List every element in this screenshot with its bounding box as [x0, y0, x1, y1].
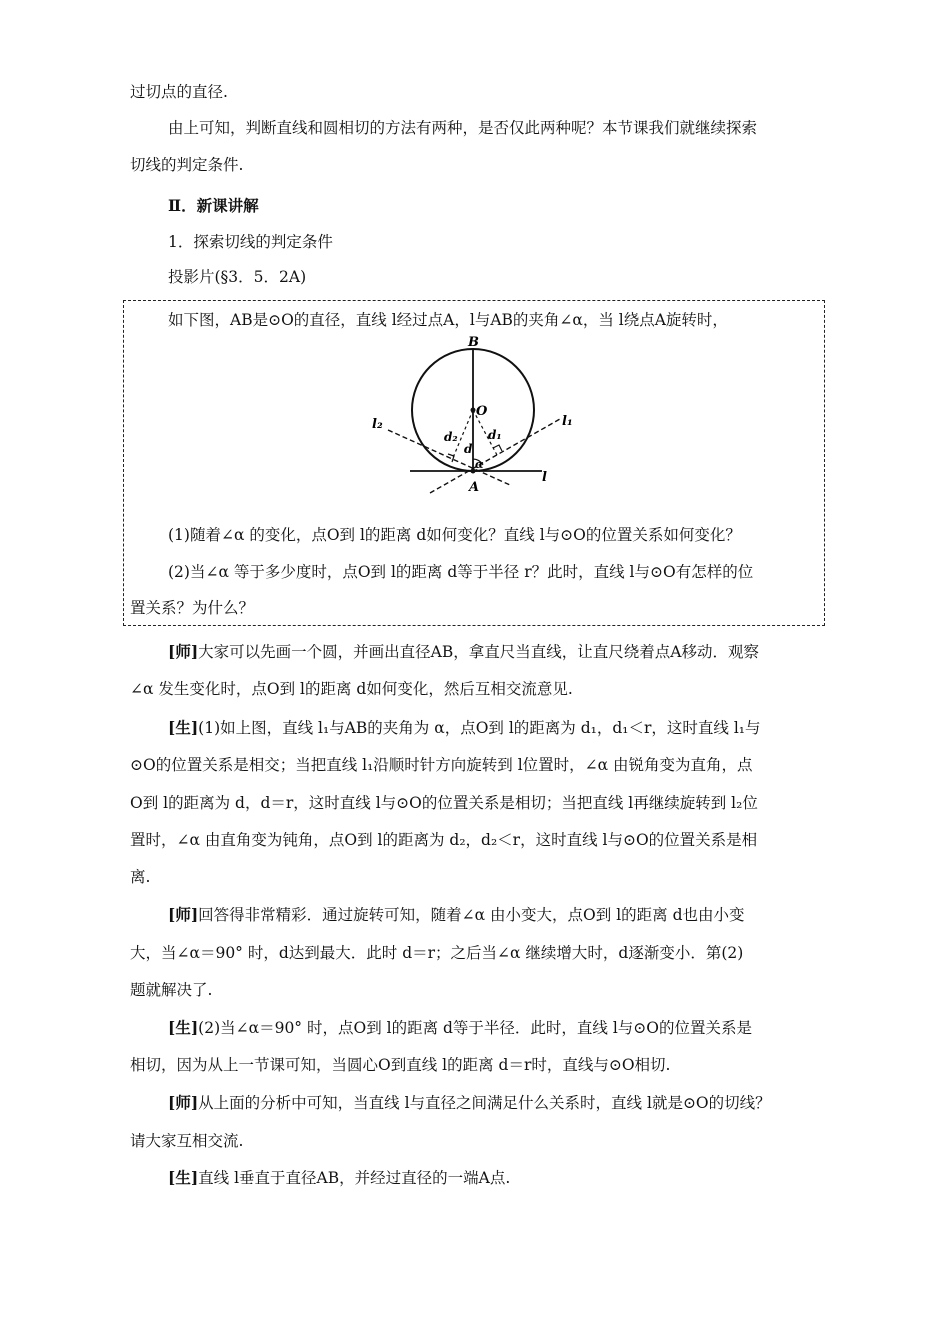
teacher-tag: [师] — [168, 642, 199, 661]
label-d1: d₁ — [488, 428, 502, 442]
teacher-2-b: 大，当∠α＝90° 时，d达到最大．此时 d＝r；之后当∠α 继续增大时，d逐渐变小．第(2) — [130, 944, 744, 962]
box-question-2b: 置关系？为什么？ — [130, 599, 255, 617]
label-o: O — [476, 404, 488, 419]
teacher-tag: [师] — [168, 905, 199, 924]
right-angle-mark-1 — [493, 445, 502, 451]
teacher-3-b: 请大家互相交流. — [130, 1132, 244, 1150]
student-2-a — [168, 1018, 752, 1038]
student-1-e: 离. — [130, 868, 151, 886]
label-l2: l₂ — [372, 417, 383, 432]
sub-heading: 1．探索切线的判定条件 — [168, 233, 333, 251]
student-2-b: 相切，因为从上一节课可知，当圆心O到直线 l的距离 d＝r时，直线与⊙O相切. — [130, 1056, 671, 1074]
teacher-3-a — [168, 1093, 771, 1113]
student-1-a — [168, 718, 761, 738]
student-3-a — [168, 1168, 510, 1188]
section-heading: Ⅱ．新课讲解 — [168, 196, 259, 215]
student-tag: [生] — [168, 1018, 199, 1037]
teacher-1-a — [168, 642, 759, 662]
student-2-text: (2)当∠α＝90° 时，点O到 l的距离 d等于半径．此时，直线 l与⊙O的位置关系是 — [198, 1019, 753, 1037]
teacher-2-text: 回答得非常精彩．通过旋转可知，随着∠α 由小变大，点O到 l的距离 d也由小变 — [198, 906, 745, 924]
label-l1: l₁ — [562, 414, 573, 429]
student-3-text: 直线 l垂直于直径AB，并经过直径的一端A点. — [198, 1169, 511, 1187]
label-b: B — [468, 335, 479, 350]
teacher-tag: [师] — [168, 1093, 199, 1112]
teacher-1-text: 大家可以先画一个圆，并画出直径AB，拿直尺当直线，让直尺绕着点A移动．观察 — [198, 643, 759, 661]
student-tag: [生] — [168, 1168, 199, 1187]
teacher-1-b: ∠α 发生变化时，点O到 l的距离 d如何变化，然后互相交流意见. — [130, 680, 573, 698]
student-1-text: (1)如上图，直线 l₁与AB的夹角为 α，点O到 l的距离为 d₁，d₁＜r，这时直线 l₁与 — [198, 719, 761, 737]
intro-line-1: 过切点的直径. — [130, 83, 228, 101]
teacher-2-a — [168, 905, 745, 925]
label-a: A — [469, 480, 480, 495]
student-1-c: O到 l的距离为 d，d＝r，这时直线 l与⊙O的位置关系是相切；当把直线 l再继续旋转到 l₂位 — [130, 794, 758, 812]
box-question-1: (1)随着∠α 的变化，点O到 l的距离 d如何变化？直线 l与⊙O的位置关系如何变化？ — [168, 526, 741, 544]
teacher-2-c: 题就解决了. — [130, 981, 213, 999]
point-o — [471, 408, 476, 413]
circle-tangent-figure — [360, 335, 580, 505]
label-d2: d₂ — [444, 430, 458, 444]
box-question-2a: (2)当∠α 等于多少度时，点O到 l的距离 d等于半径 r？此时，直线 l与⊙O有怎样的位 — [168, 563, 754, 581]
label-l: l — [542, 470, 547, 485]
box-line-1: 如下图，AB是⊙O的直径，直线 l经过点A，l与AB的夹角∠α，当 l绕点A旋转时， — [168, 311, 728, 329]
intro-line-2: 由上可知，判断直线和圆相切的方法有两种，是否仅此两种呢？本节课我们就继续探索 — [168, 119, 758, 137]
student-1-b: ⊙O的位置关系是相交；当把直线 l₁沿顺时针方向旋转到 l位置时，∠α 由锐角变为直角，点 — [130, 756, 753, 774]
student-1-d: 置时，∠α 由直角变为钝角，点O到 l的距离为 d₂，d₂＜r，这时直线 l与⊙O的位置关系是相 — [130, 831, 758, 849]
teacher-3-text: 从上面的分析中可知，当直线 l与直径之间满足什么关系时，直线 l就是⊙O的切线？ — [198, 1094, 771, 1112]
slide-label: 投影片(§3．5．2A) — [168, 268, 307, 286]
student-tag: [生] — [168, 718, 199, 737]
label-d: d — [464, 442, 473, 456]
intro-line-3: 切线的判定条件. — [130, 156, 244, 174]
label-alpha: α — [475, 458, 484, 471]
